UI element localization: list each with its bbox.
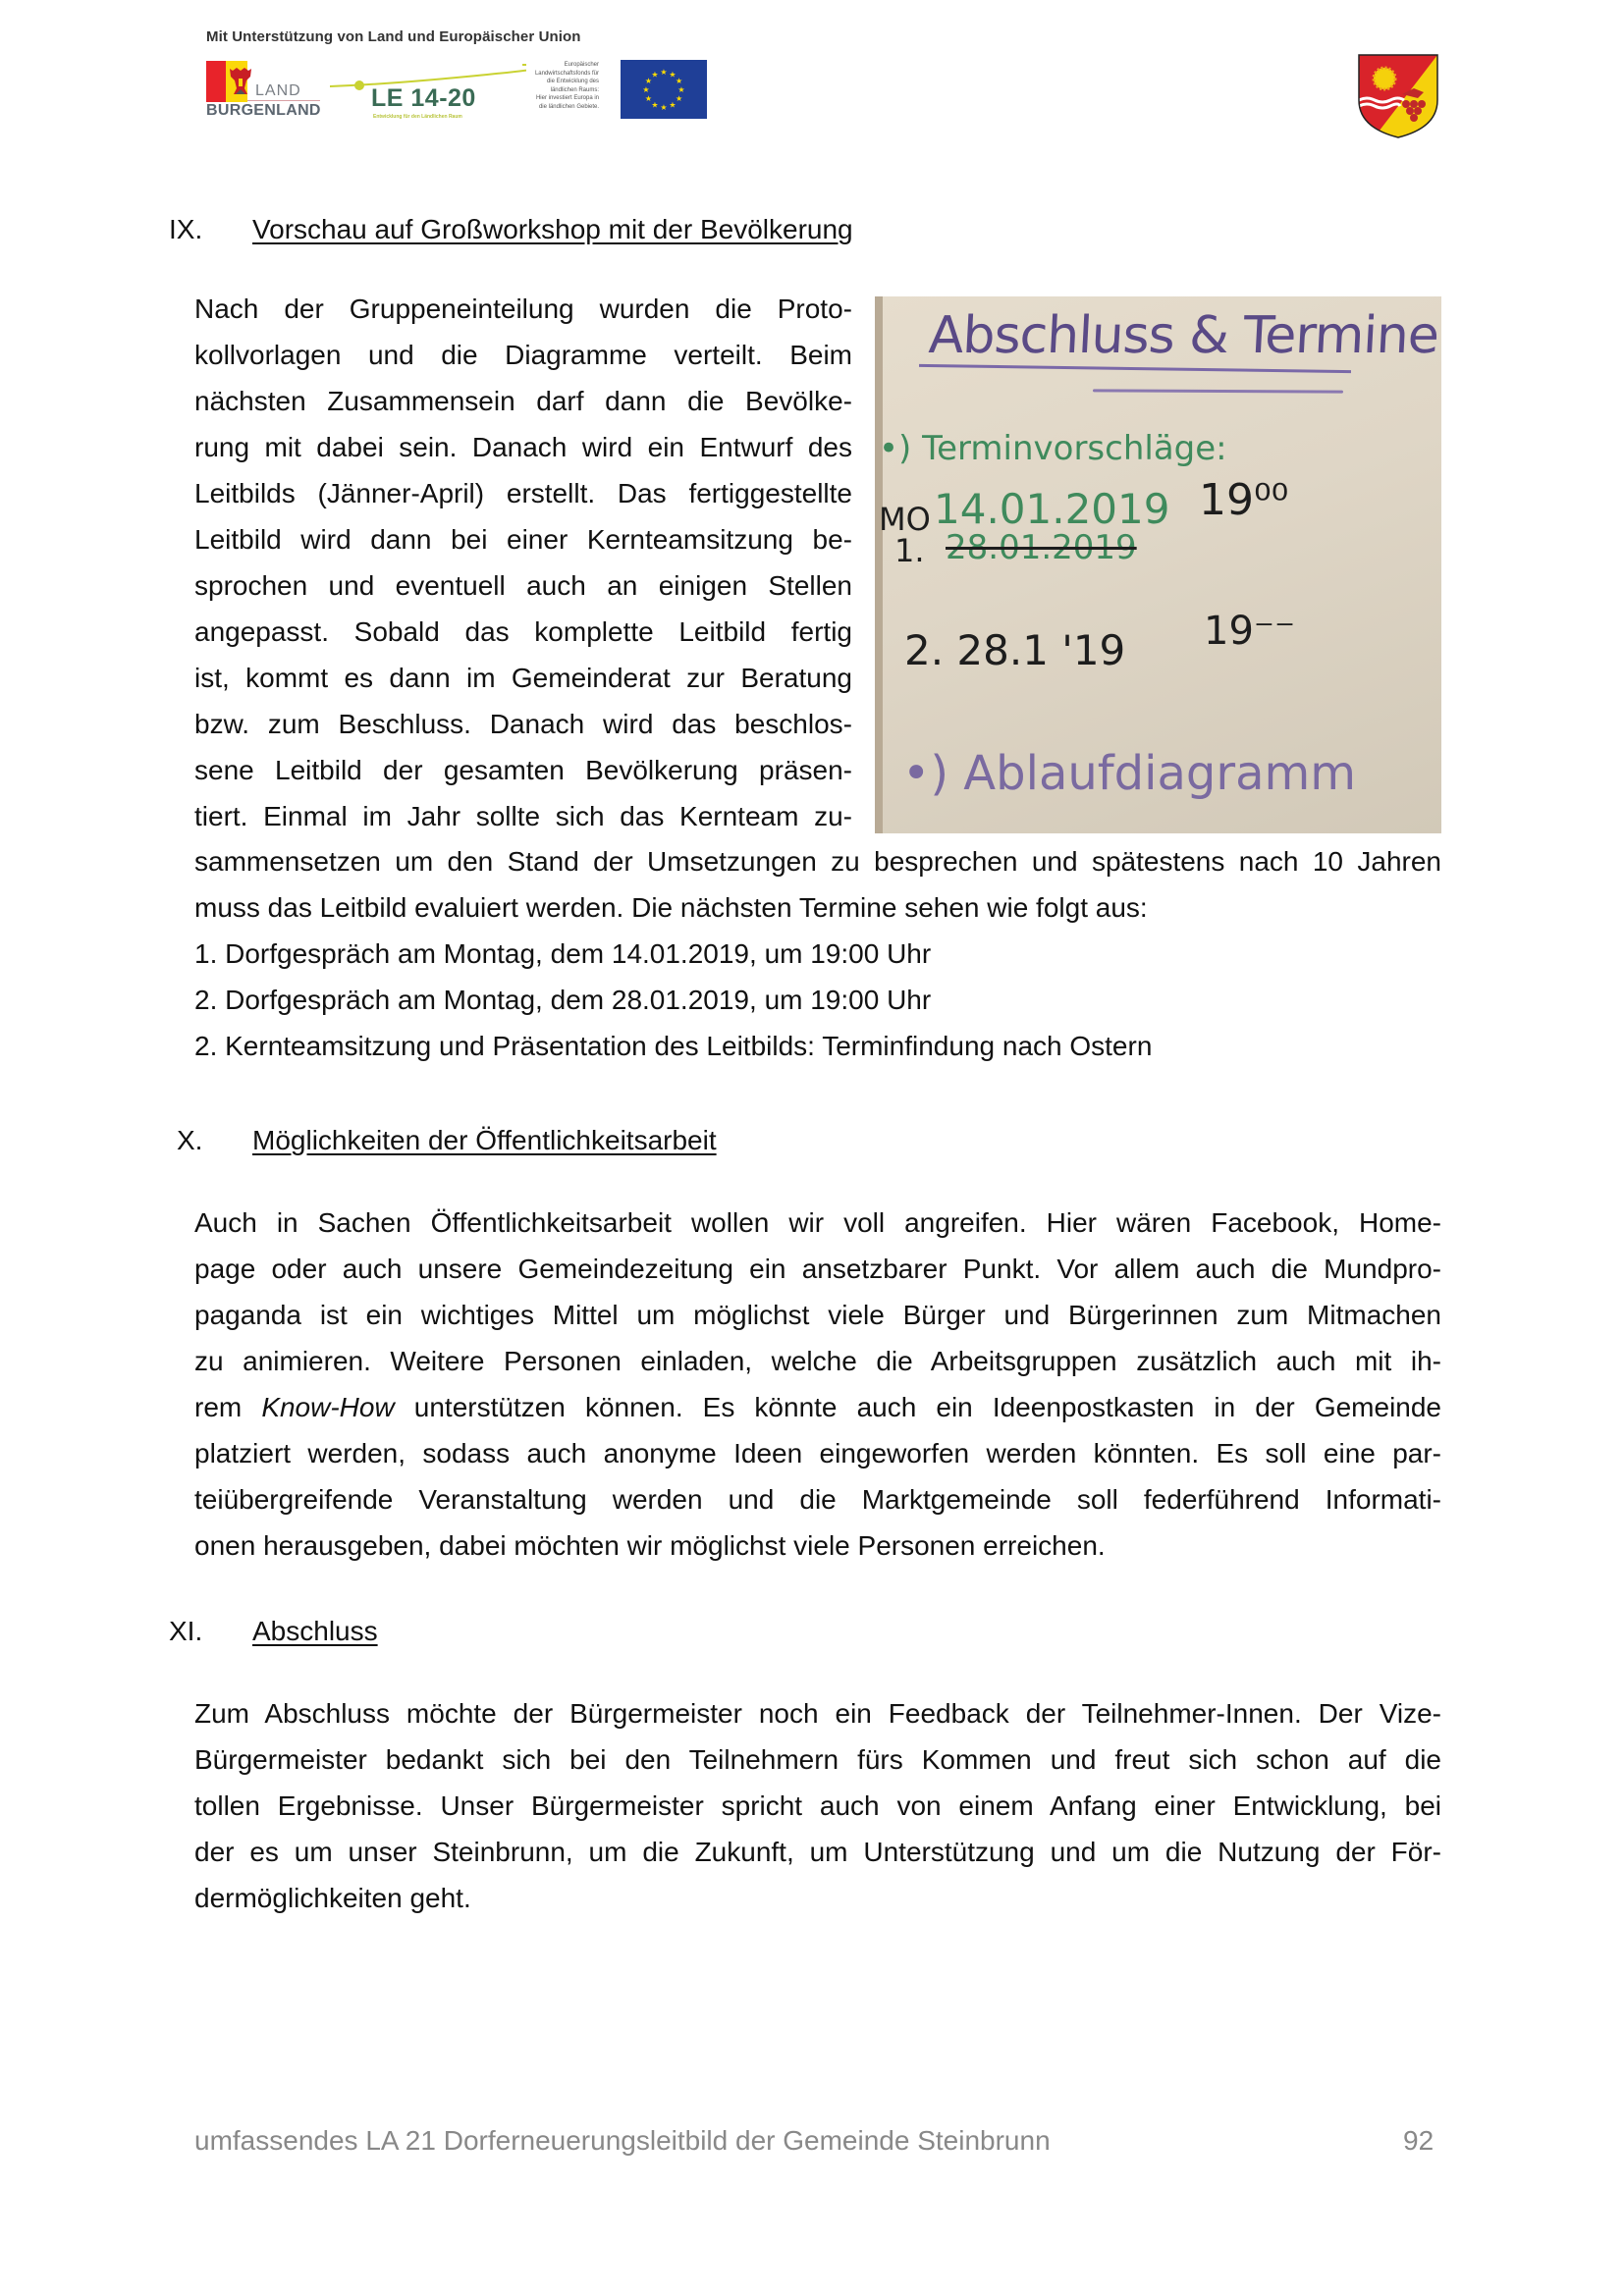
paragraph-line: tollen Ergebnisse. Unser Bürgermeister spricht auch von einem Anfang einer Entwicklung, bei	[194, 1790, 1441, 1821]
burgenland-logo	[206, 61, 322, 122]
paragraph-line: sprochen und eventuell auch an einigen Stellen	[194, 570, 852, 601]
date-item: 2. Kernteamsitzung und Präsentation des Leitbilds: Terminfindung nach Ostern	[194, 1031, 1153, 1061]
burgenland-flag-red	[206, 61, 226, 102]
footer-document-title: umfassendes LA 21 Dorferneuerungsleitbild der Gemeinde Steinbrunn	[194, 2125, 1051, 2156]
eu-star-icon: ★	[677, 85, 685, 94]
section-number: IX.	[169, 214, 203, 244]
section-number: XI.	[169, 1616, 203, 1646]
text-run: unterstützen können. Es könnte auch ein Ideenpostkasten in der Gemeinde	[394, 1392, 1442, 1422]
paragraph-line: dermöglichkeiten geht.	[194, 1883, 471, 1913]
photo-mo: MO	[879, 501, 931, 538]
support-text: Mit Unterstützung von Land und Europäischer Union	[206, 28, 581, 45]
paragraph-line: ist, kommt es dann im Gemeinderat zur Beratung	[194, 663, 852, 693]
eu-star-icon: ★	[676, 94, 683, 103]
le-subtitle: Entwicklung für den Ländlichen Raum	[373, 114, 462, 120]
page-number: 92	[1403, 2125, 1435, 2156]
italic-term: Know-How	[261, 1392, 395, 1422]
burgenland-name-label: BURGENLAND	[206, 102, 321, 119]
eu-star-icon: ★	[642, 85, 650, 94]
paragraph-line: kollvorlagen und die Diagramme verteilt. Beim	[194, 340, 852, 370]
section-ix-paragraph	[194, 286, 852, 839]
eu-star-icon: ★	[644, 94, 652, 103]
photo-time1: 19⁰⁰	[1199, 475, 1289, 525]
section-title: Möglichkeiten der Öffentlichkeitsarbeit	[252, 1125, 717, 1155]
paragraph-line: Leitbilds (Jänner-April) erstellt. Das fertiggestellte	[194, 478, 852, 508]
eu-star-icon: ★	[651, 70, 659, 80]
steinbrunn-coat-of-arms-icon	[1353, 51, 1443, 139]
eu-star-icon: ★	[669, 100, 677, 110]
paragraph-line: platziert werden, sodass auch anonyme Ideen eingeworfen werden könnten. Es soll eine par-	[194, 1438, 1441, 1468]
photo-date-struck: 28.01.2019	[946, 528, 1137, 567]
photo-footer: •) Ablaufdiagramm	[902, 746, 1357, 801]
eu-text-line: Hier investiert Europa in	[535, 95, 599, 102]
photo-edge	[875, 296, 883, 833]
section-title: Abschluss	[252, 1616, 378, 1646]
section-number: X.	[177, 1125, 203, 1155]
paragraph-line: sene Leitbild der gesamten Bevölkerung präsen-	[194, 755, 852, 785]
paragraph-line: page oder auch unsere Gemeindezeitung ein ansetzbarer Punkt. Vor allem auch die Mundpro-	[194, 1254, 1441, 1284]
paragraph-line: paganda ist ein wichtiges Mittel um möglichst viele Bürger und Bürgerinnen zum Mitmachen	[194, 1300, 1441, 1330]
photo-underline	[919, 364, 1351, 373]
paragraph-line: teiübergreifende Veranstaltung werden und die Marktgemeinde soll federführend Informati-	[194, 1484, 1441, 1515]
eu-star-icon: ★	[660, 68, 668, 77]
paragraph-line: Bürgermeister bedankt sich bei den Teilnehmern fürs Kommen und freut sich schon auf die	[194, 1744, 1441, 1775]
section-x-paragraph	[194, 1200, 1441, 1569]
le-14-20-logo	[330, 63, 526, 124]
eu-star-icon: ★	[676, 77, 683, 85]
paragraph-line: der es um unser Steinbrunn, um die Zukunft, um Unterstützung und um die Nutzung der För-	[194, 1837, 1441, 1867]
paragraph-line: Nach der Gruppeneinteilung wurden die Proto-	[194, 294, 852, 324]
section-xi-paragraph	[194, 1690, 1441, 1921]
burgenland-divider	[247, 100, 320, 101]
paragraph-line: angepasst. Sobald das komplette Leitbild fertig	[194, 616, 852, 647]
paragraph-line: Zum Abschluss möchte der Bürgermeister noch ein Feedback der Teilnehmer-Innen. Der Vize-	[194, 1698, 1441, 1729]
section-ix-continued	[194, 838, 1441, 1069]
eu-text-line: Landwirtschaftsfonds für	[534, 70, 599, 77]
paragraph-line: tiert. Einmal im Jahr sollte sich das Kernteam zu-	[194, 801, 852, 831]
paragraph-line	[194, 1384, 1441, 1430]
eagle-icon	[228, 65, 253, 100]
photo-title: Abschluss & Termine	[927, 306, 1440, 365]
date-item: 2. Dorfgespräch am Montag, dem 28.01.2019, um 19:00 Uhr	[194, 985, 932, 1015]
photo-date1: 14.01.2019	[934, 485, 1170, 533]
photo-label: •) Terminvorschläge:	[879, 429, 1227, 468]
photo-underline	[1093, 389, 1343, 393]
section-title: Vorschau auf Großworkshop mit der Bevölkerung	[252, 214, 853, 244]
photo-time2: 19⁻⁻	[1204, 609, 1296, 654]
photo-line2: 2. 28.1 '19	[904, 626, 1126, 674]
date-item: 1. Dorfgespräch am Montag, dem 14.01.2019, um 19:00 Uhr	[194, 938, 932, 969]
paragraph-line: sammensetzen um den Stand der Umsetzungen zu besprechen und spätestens nach 10 Jahren	[194, 846, 1441, 877]
eu-text-line: die ländlichen Gebiete.	[538, 103, 599, 110]
paragraph-line: onen herausgeben, dabei möchten wir möglichst viele Personen erreichen.	[194, 1530, 1106, 1561]
paragraph-line: Auch in Sachen Öffentlichkeitsarbeit wollen wir voll angreifen. Hier wären Facebook, Home-	[194, 1207, 1441, 1238]
text-run: rem	[194, 1392, 262, 1422]
paragraph-line: muss das Leitbild evaluiert werden. Die nächsten Termine sehen wie folgt aus:	[194, 892, 1148, 923]
eu-star-icon: ★	[669, 70, 677, 80]
photo-num1: 1.	[894, 532, 925, 569]
eu-star-icon: ★	[651, 100, 659, 110]
eu-flag-icon	[621, 60, 707, 119]
burgenland-land-label: LAND	[255, 82, 301, 99]
paragraph-line: Leitbild wird dann bei einer Kernteamsitzung be-	[194, 524, 852, 555]
eu-text-line: Europäischer	[564, 62, 599, 68]
paragraph-line: bzw. zum Beschluss. Danach wird das beschlos-	[194, 709, 852, 739]
whiteboard-photo	[875, 296, 1441, 833]
eu-text-line: ländlichen Raums:	[550, 86, 599, 93]
le-title: LE 14-20	[371, 84, 476, 112]
eu-text-line: die Entwicklung des	[546, 79, 599, 85]
eu-star-icon: ★	[644, 77, 652, 85]
paragraph-line: nächsten Zusammensein darf dann die Bevölke-	[194, 386, 852, 416]
paragraph-line: rung mit dabei sein. Danach wird ein Entwurf des	[194, 432, 852, 462]
paragraph-line: zu animieren. Weitere Personen einladen, welche die Arbeitsgruppen zusätzlich auch mit ih-	[194, 1346, 1441, 1376]
eu-star-icon: ★	[660, 103, 668, 112]
eu-fund-text	[518, 61, 599, 112]
